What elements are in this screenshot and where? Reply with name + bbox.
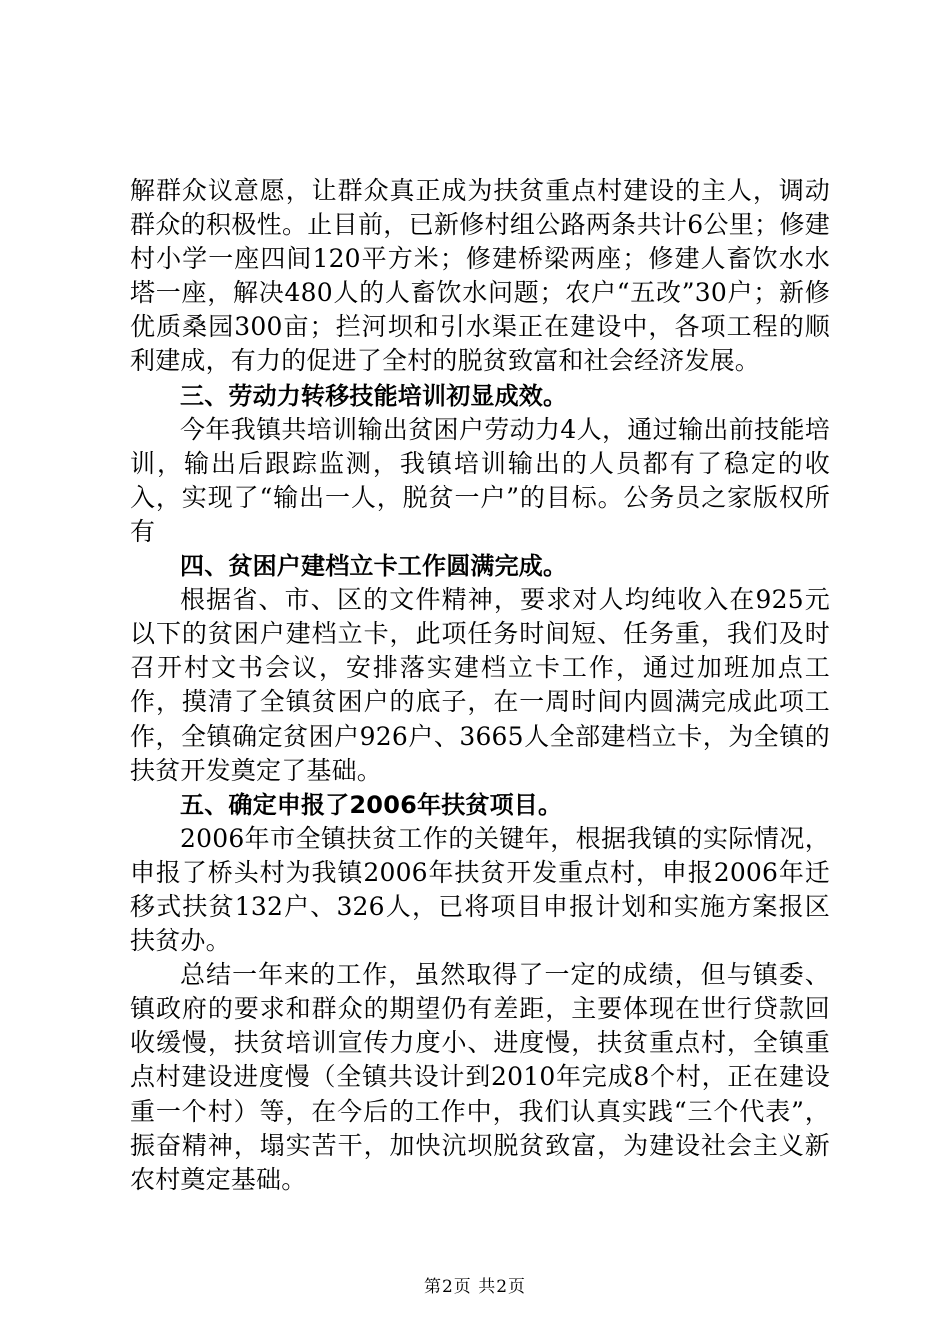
section-heading-3: 三、劳动力转移技能培训初显成效。: [180, 381, 568, 410]
document-body: [130, 174, 830, 1197]
paragraph-1: 解群众议意愿，让群众真正成为扶贫重点村建设的主人，调动群众的积极性。止目前，已新修村组公路两条共计6公里；修建村小学一座四间120平方米；修建桥梁两座；修建人畜饮水水塔一座，解决480人的人畜饮水问题；农户“五改”30户；新修优质桑园300亩；拦河坝和引水渠正在建设中，各项工程的顺利建成，有力的促进了全村的脱贫致富和社会经济发展。: [130, 176, 830, 376]
paragraph-4: 2006年市全镇扶贫工作的关键年，根据我镇的实际情况，申报了桥头村为我镇2006年扶贫开发重点村，申报2006年迁移式扶贫132户、326人，已将项目申报计划和实施方案报区扶贫办。: [130, 823, 830, 956]
paragraph-2: 今年我镇共培训输出贫困户劳动力4人，通过输出前技能培训，输出后跟踪监测，我镇培训输出的人员都有了稳定的收入，实现了“输出一人，脱贫一户”的目标。公务员之家版权所有: [130, 414, 830, 546]
page-footer: 第2页 共2页: [423, 1277, 527, 1297]
section-heading-5: 五、确定申报了2006年扶贫项目。: [180, 790, 563, 819]
paragraph-3: 根据省、市、区的文件精神，要求对人均纯收入在925元以下的贫困户建档立卡，此项任务时间短、任务重，我们及时召开村文书会议，安排落实建档立卡工作，通过加班加点工作，摸清了全镇贫困户的底子，在一周时间内圆满完成此项工作，全镇确定贫困户926户、3665人全部建档立卡，为全镇的扶贫开发奠定了基础。: [130, 585, 830, 785]
paragraph-5: 总结一年来的工作，虽然取得了一定的成绩，但与镇委、镇政府的要求和群众的期望仍有差距，主要体现在世行贷款回收缓慢，扶贫培训宣传力度小、进度慢，扶贫重点村，全镇重点村建设进度慢（全镇共设计到2010年完成8个村，正在建设重一个村）等，在今后的工作中，我们认真实践“三个代表”，振奋精神，塌实苦干，加快沆坝脱贫致富，为建设社会主义新农村奠定基础。: [130, 960, 830, 1194]
section-heading-4: 四、贫困户建档立卡工作圆满完成。: [180, 552, 568, 581]
